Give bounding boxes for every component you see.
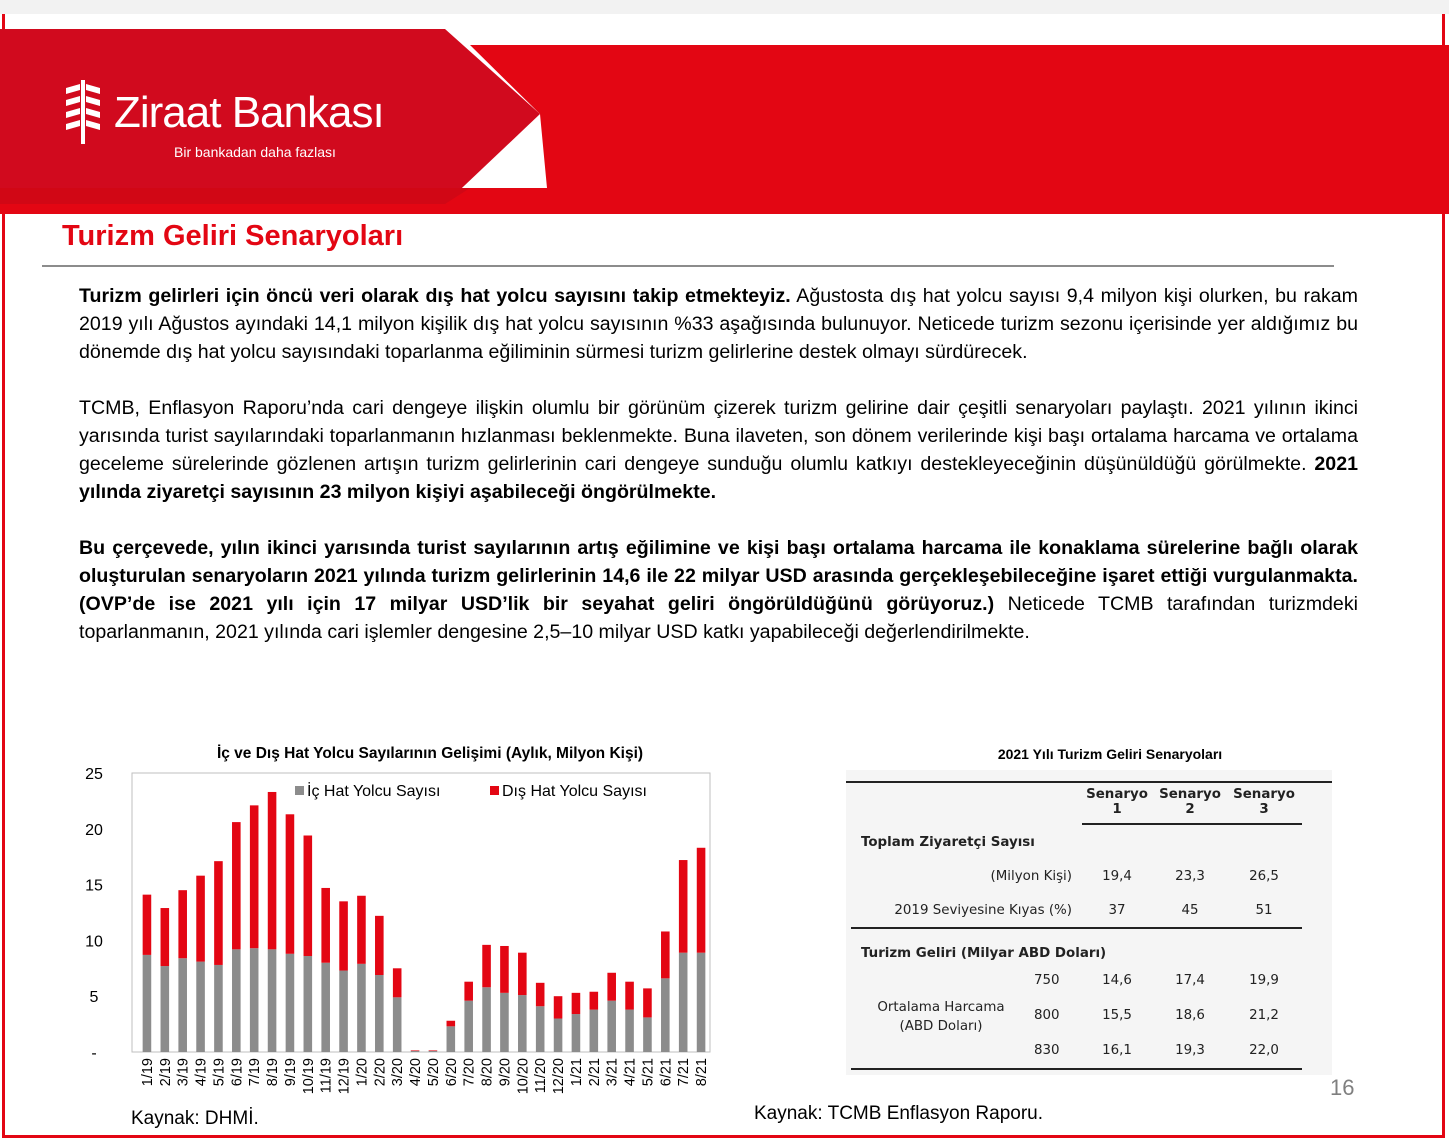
bar-segment [464, 982, 473, 1001]
table-cell: 51 [1255, 903, 1273, 918]
scenario-header: Senaryo 2 [1159, 787, 1221, 817]
legend-swatch [295, 786, 304, 795]
bar-segment [304, 835, 313, 956]
table-cell: 19,4 [1102, 869, 1132, 884]
bar-segment [321, 963, 330, 1052]
paragraph [79, 534, 1358, 646]
bar-segment [464, 1001, 473, 1052]
bar-segment [375, 916, 384, 975]
y-tick-label: 15 [85, 877, 103, 895]
passenger-chart [70, 762, 720, 1107]
bar-segment [268, 792, 277, 949]
spend-value: 800 [1034, 1008, 1060, 1023]
bar-segment [447, 1021, 456, 1027]
bar-segment [661, 931, 670, 978]
bar-segment [178, 958, 187, 1052]
table-cell: 21,2 [1249, 1008, 1279, 1023]
top-strip [0, 0, 1449, 14]
y-tick-label: - [91, 1045, 97, 1062]
header-red-band [470, 45, 1449, 188]
bar-segment [143, 895, 152, 955]
x-tick-label: 4/19 [193, 1058, 210, 1087]
x-tick-label: 6/21 [658, 1058, 675, 1087]
scenario-header: Senaryo 3 [1233, 787, 1295, 817]
legend-swatch [490, 786, 499, 795]
bar-segment [536, 1006, 545, 1052]
x-tick-label: 2/21 [586, 1058, 603, 1087]
x-tick-label: 1/20 [354, 1058, 371, 1087]
bar-segment [143, 955, 152, 1052]
x-tick-label: 9/19 [282, 1058, 299, 1087]
table-cell: 15,5 [1102, 1008, 1132, 1023]
section-title: Turizm Geliri (Milyar ABD Doları) [861, 946, 1107, 961]
table-cell: 26,5 [1249, 869, 1279, 884]
bar-segment [518, 995, 527, 1052]
y-tick-label: 25 [85, 766, 103, 783]
bar-segment [643, 988, 652, 1017]
x-tick-label: 5/20 [425, 1058, 442, 1087]
x-tick-label: 12/19 [336, 1058, 353, 1095]
x-tick-label: 8/21 [694, 1058, 711, 1087]
bar-segment [590, 992, 599, 1010]
spend-value: 830 [1034, 1043, 1060, 1058]
paragraph-1-lead: Turizm gelirleri için öncü veri olarak dış hat yolcu sayısını takip etmekteyiz. [79, 285, 791, 307]
x-tick-label: 2/19 [157, 1058, 174, 1087]
section-rule [851, 927, 1302, 929]
table-cell: 18,6 [1175, 1008, 1205, 1023]
x-tick-label: 9/20 [497, 1058, 514, 1087]
header-rule [1082, 823, 1302, 825]
x-tick-label: 7/20 [461, 1058, 478, 1087]
y-tick-label: 20 [85, 821, 103, 839]
bar-segment [411, 1050, 420, 1051]
x-tick-label: 11/19 [318, 1058, 335, 1094]
table-cell: 23,3 [1175, 869, 1205, 884]
x-tick-label: 1/19 [139, 1058, 156, 1087]
body-text [79, 282, 1358, 674]
bar-segment [250, 805, 259, 948]
bar-segment [679, 860, 688, 953]
x-tick-label: 4/21 [622, 1058, 639, 1087]
x-tick-label: 12/20 [551, 1058, 568, 1095]
x-tick-label: 3/21 [604, 1058, 621, 1087]
bar-segment [536, 983, 545, 1006]
table-cell: 37 [1108, 903, 1126, 918]
paragraph [79, 282, 1358, 366]
table-cell: 14,6 [1102, 973, 1132, 988]
bar-segment [339, 901, 348, 970]
table-cell: 19,9 [1249, 973, 1279, 988]
legend-label: Dış Hat Yolcu Sayısı [502, 783, 647, 800]
bar-segment [375, 975, 384, 1052]
x-tick-label: 7/21 [676, 1058, 693, 1087]
table-cell: 45 [1181, 903, 1199, 918]
wheat-logo-icon [63, 78, 103, 146]
bar-segment [500, 993, 509, 1052]
scenario-table [846, 770, 1332, 1075]
bar-segment [554, 996, 563, 1018]
paragraph-2-body: TCMB, Enflasyon Raporu’nda cari dengeye ilişkin olumlu bir görünüm çizerek turizm gelirine dair çeşitli senaryoları paylaştı. 2021 yılının ikinci yarısında turist sayılarındaki toparlanmanın hızlanması beklenmekte. Buna ilaveten, son dönem verilerinde kişi başı ortalama harcama ve ortalama geceleme sürelerinde gözlenen artışın turizm gelirlerinin cari dengeye sunduğu olumlu katkıyı destekleyeceğinin düşünüldüğü görülmekte. [79, 397, 1358, 475]
x-tick-label: 3/19 [175, 1058, 192, 1087]
x-tick-label: 1/21 [568, 1058, 585, 1087]
bar-segment [339, 971, 348, 1052]
bar-segment [625, 1010, 634, 1052]
table-cell: 22,0 [1249, 1043, 1279, 1058]
x-tick-label: 8/19 [265, 1058, 282, 1087]
x-tick-label: 10/19 [300, 1058, 317, 1095]
bar-segment [607, 973, 616, 1001]
bar-segment [232, 822, 241, 949]
paragraph-3-lead: Bu çerçevede, yılın ikinci yarısında turist sayılarının artış eğilimine ve kişi başı ortalama harcama ile konaklama sürelerine bağlı olarak oluşturulan senaryoların 2021 yılında turizm gelirlerinin 14,6 ile 22 milyar USD arasında gerçekleşebileceğine işaret ettiği vurgulanmakta. (OVP’de ise 2021 yılı için 17 milyar USD’lik bir seyahat geliri öngörüldüğünü görüyoruz.) [79, 537, 1358, 615]
bar-segment [393, 997, 402, 1052]
bar-segment [286, 814, 295, 954]
bar-segment [357, 964, 366, 1052]
table-source: Kaynak: TCMB Enflasyon Raporu. [754, 1103, 1044, 1124]
page-number: 16 [1330, 1075, 1355, 1100]
row-label: 2019 Seviyesine Kıyas (%) [894, 903, 1072, 918]
brand-tagline: Bir bankadan daha fazlası [174, 144, 336, 160]
bar-segment [196, 962, 205, 1052]
x-tick-label: 6/19 [229, 1058, 246, 1087]
bar-segment [411, 1051, 420, 1052]
bar-segment [482, 945, 491, 987]
bar-segment [679, 953, 688, 1052]
bar-segment [572, 993, 581, 1014]
bar-segment [321, 888, 330, 963]
x-tick-label: 4/20 [408, 1058, 425, 1087]
bar-segment [393, 968, 402, 997]
bar-segment [625, 982, 634, 1010]
bar-segment [357, 896, 366, 964]
paragraph-1-body: Ağustosta dış hat yolcu sayısı 9,4 milyon kişi olurken, bu rakam 2019 yılı Ağustos ayındaki 14,1 milyon kişilik dış hat yolcu sayısının %33 aşağısında bulunuyor. Neticede turizm sezonu içerisinde yer aldığımız bu dönemde dış hat yolcu sayısındaki toparlanma eğiliminin sürmesi turizm gelirlerine destek olmayı sürdürecek. [79, 285, 1358, 363]
y-tick-label: 10 [85, 933, 103, 951]
legend-label: İç Hat Yolcu Sayısı [307, 783, 441, 800]
bar-segment [429, 1051, 438, 1052]
table-bottom-rule [851, 1068, 1302, 1070]
bar-segment [500, 946, 509, 993]
table-title: 2021 Yılı Turizm Geliri Senaryoları [997, 746, 1223, 762]
bar-segment [518, 953, 527, 995]
bar-segment [178, 890, 187, 958]
x-tick-label: 8/20 [479, 1058, 496, 1087]
bar-segment [643, 1017, 652, 1052]
x-tick-label: 3/20 [390, 1058, 407, 1087]
y-tick-label: 5 [89, 989, 99, 1007]
paragraph-2-emphasis: 2021 yılında ziyaretçi sayısının 23 milyon kişiyi aşabileceği öngörülmekte. [79, 453, 1358, 503]
x-tick-label: 6/20 [443, 1058, 460, 1087]
x-tick-label: 5/19 [211, 1058, 228, 1087]
table-cell: 19,3 [1175, 1043, 1205, 1058]
bar-segment [196, 876, 205, 962]
bar-segment [268, 949, 277, 1052]
x-tick-label: 10/20 [515, 1058, 532, 1095]
title-divider [42, 265, 1334, 267]
bar-segment [304, 956, 313, 1052]
bar-segment [250, 948, 259, 1052]
bar-segment [590, 1010, 599, 1052]
x-tick-label: 2/20 [372, 1058, 389, 1087]
bar-segment [232, 949, 241, 1052]
paragraph [79, 394, 1358, 506]
chart-source: Kaynak: DHMİ. [131, 1108, 259, 1129]
bar-segment [447, 1026, 456, 1052]
bar-segment [661, 978, 670, 1052]
bar-segment [607, 1001, 616, 1052]
bar-segment [554, 1019, 563, 1052]
bar-segment [161, 966, 170, 1052]
bar-segment [429, 1050, 438, 1051]
bar-segment [697, 953, 706, 1052]
x-tick-label: 11/20 [533, 1058, 550, 1094]
bar-segment [482, 987, 491, 1052]
table-cell: 16,1 [1102, 1043, 1132, 1058]
row-label: (Milyon Kişi) [990, 869, 1072, 884]
chart-title: İç ve Dış Hat Yolcu Sayılarının Gelişimi (Aylık, Milyon Kişi) [216, 745, 644, 762]
bar-segment [697, 848, 706, 953]
page-title: Turizm Geliri Senaryoları [62, 220, 404, 252]
table-cell: 17,4 [1175, 973, 1205, 988]
x-tick-label: 5/21 [640, 1058, 657, 1087]
brand-name: Ziraat Bankası [114, 88, 384, 137]
section-title: Toplam Ziyaretçi Sayısı [861, 835, 1035, 850]
scenario-header: Senaryo 1 [1086, 787, 1148, 817]
spend-value: 750 [1034, 973, 1060, 988]
x-tick-label: 7/19 [247, 1058, 264, 1087]
bar-segment [286, 954, 295, 1052]
row-label: Ortalama Harcama (ABD Doları) [877, 1000, 1005, 1034]
table-top-rule [846, 781, 1332, 783]
bar-segment [214, 965, 223, 1052]
bar-segment [161, 908, 170, 966]
paragraph-3-body: Neticede TCMB tarafından turizmdeki toparlanmanın, 2021 yılında cari işlemler dengesine 2,5–10 milyar USD katkı yapabileceği değerlendirilmekte. [79, 593, 1358, 643]
bar-segment [214, 861, 223, 965]
bar-segment [572, 1014, 581, 1052]
